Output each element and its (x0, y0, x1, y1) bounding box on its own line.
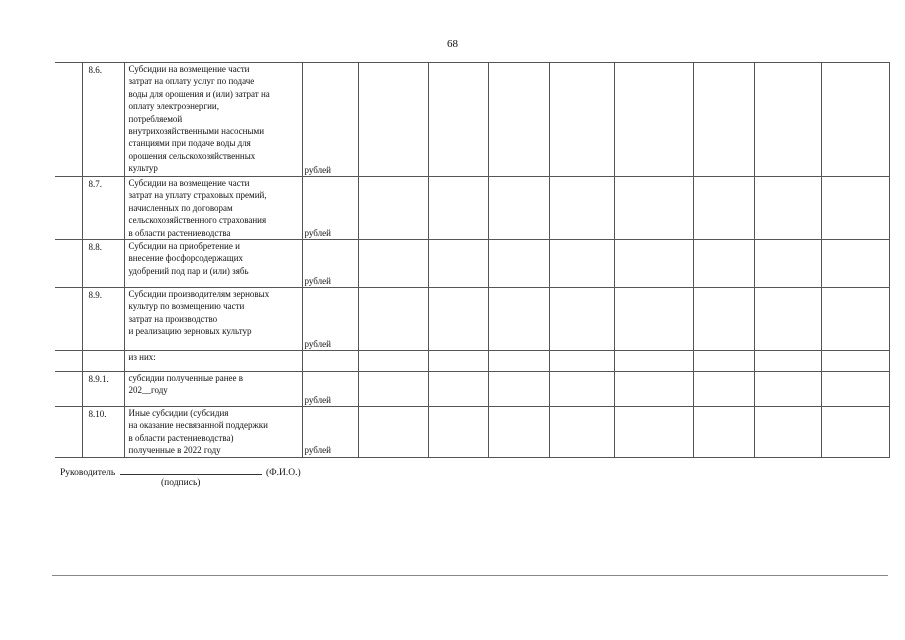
value-cell (614, 407, 693, 458)
row-number: 8.9. (82, 288, 124, 351)
row-description (124, 288, 302, 351)
description-line: сельскохозяйственного страхования (128, 215, 267, 226)
description-line: культур (128, 163, 158, 174)
value-cell (428, 177, 488, 240)
value-cell (821, 177, 889, 240)
value-cell (488, 351, 549, 372)
value-cell (614, 177, 693, 240)
value-cell (358, 288, 428, 351)
value-cell (693, 177, 754, 240)
page-number: 68 (447, 38, 458, 50)
blank-cell (55, 240, 82, 288)
subsidies-table (55, 62, 890, 458)
row-number: 8.8. (82, 240, 124, 288)
value-cell (358, 177, 428, 240)
table-row (55, 63, 889, 177)
signature-hint: (подпись) (161, 478, 201, 488)
value-cell (488, 372, 549, 407)
value-cell (358, 63, 428, 177)
row-description (124, 351, 302, 372)
description-line: Субсидии на возмещение части (128, 64, 250, 74)
value-cell (693, 351, 754, 372)
description-line: в области растениеводства (128, 227, 231, 238)
description-line: 202__году (128, 385, 168, 396)
row-unit: рублей (302, 177, 358, 240)
description-line: Субсидии производителям зерновых (128, 289, 270, 300)
value-cell (821, 372, 889, 407)
row-description (124, 63, 302, 177)
value-cell (428, 372, 488, 407)
table-row (55, 240, 889, 288)
description-line: оплату электроэнергии, (128, 101, 219, 112)
table-row (55, 288, 889, 351)
table-row (55, 351, 889, 372)
value-cell (693, 372, 754, 407)
description-line: Иные субсидии (субсидия (128, 408, 229, 419)
value-cell (754, 288, 821, 351)
value-cell (614, 63, 693, 177)
value-cell (693, 240, 754, 288)
value-cell (549, 351, 614, 372)
signature-label: Руководитель (60, 468, 116, 478)
description-line: станциями при подаче воды для (128, 138, 251, 149)
description-line: орошения сельскохозяйственных (128, 150, 256, 161)
row-number (82, 351, 124, 372)
value-cell (614, 288, 693, 351)
row-number: 8.7. (82, 177, 124, 240)
value-cell (488, 177, 549, 240)
blank-cell (55, 177, 82, 240)
description-line: на оказание несвязанной поддержки (128, 420, 268, 431)
value-cell (821, 351, 889, 372)
row-description (124, 407, 302, 458)
value-cell (754, 240, 821, 288)
description-line: удобрений под пар и (или) зябь (128, 265, 249, 276)
value-cell (549, 407, 614, 458)
value-cell (821, 240, 889, 288)
row-unit: рублей (302, 63, 358, 177)
row-description (124, 177, 302, 240)
row-unit: рублей (302, 240, 358, 288)
value-cell (549, 372, 614, 407)
footer-divider (52, 575, 888, 576)
description-line: субсидии полученные ранее в (128, 373, 244, 384)
blank-cell (55, 372, 82, 407)
row-description (124, 372, 302, 407)
description-line: внутрихозяйственными насосными (128, 126, 265, 137)
value-cell (821, 407, 889, 458)
table-body (55, 63, 889, 458)
description-line: затрат на оплату услуг по подаче (128, 76, 255, 87)
row-unit: рублей (302, 407, 358, 458)
value-cell (488, 63, 549, 177)
blank-cell (55, 288, 82, 351)
value-cell (821, 63, 889, 177)
description-line: потребляемой (128, 113, 183, 124)
value-cell (754, 63, 821, 177)
row-number: 8.9.1. (82, 372, 124, 407)
row-number: 8.6. (82, 63, 124, 177)
description-line: и реализацию зерновых культур (128, 326, 252, 337)
value-cell (693, 288, 754, 351)
description-line: воды для орошения и (или) затрат на (128, 88, 270, 99)
value-cell (488, 288, 549, 351)
value-cell (358, 372, 428, 407)
blank-cell (55, 351, 82, 372)
value-cell (614, 240, 693, 288)
value-cell (821, 288, 889, 351)
description-line: в области растениеводства) (128, 432, 234, 443)
value-cell (428, 63, 488, 177)
table-row (55, 407, 889, 458)
value-cell (693, 407, 754, 458)
description-line: затрат на уплату страховых премий, (128, 190, 267, 201)
value-cell (754, 372, 821, 407)
signature-block (60, 466, 301, 478)
value-cell (549, 240, 614, 288)
description-line: Субсидии на возмещение части (128, 178, 250, 188)
value-cell (614, 351, 693, 372)
value-cell (693, 63, 754, 177)
value-cell (358, 351, 428, 372)
row-unit: рублей (302, 288, 358, 351)
value-cell (428, 351, 488, 372)
table-row (55, 372, 889, 407)
value-cell (428, 240, 488, 288)
value-cell (754, 351, 821, 372)
value-cell (614, 372, 693, 407)
value-cell (358, 240, 428, 288)
description-line: внесение фосфорсодержащих (128, 253, 244, 264)
value-cell (549, 63, 614, 177)
value-cell (488, 240, 549, 288)
description-line: затрат на производство (128, 313, 218, 324)
description-line: из них: (128, 352, 156, 363)
description-line: культур по возмещению части (128, 301, 245, 312)
value-cell (549, 288, 614, 351)
row-description (124, 240, 302, 288)
value-cell (754, 407, 821, 458)
blank-cell (55, 63, 82, 177)
row-unit (302, 351, 358, 372)
value-cell (549, 177, 614, 240)
description-line: начисленных по договорам (128, 202, 233, 213)
value-cell (488, 407, 549, 458)
description-line: Субсидии на приобретение и (128, 241, 240, 252)
value-cell (358, 407, 428, 458)
row-unit: рублей (302, 372, 358, 407)
row-number: 8.10. (82, 407, 124, 458)
value-cell (754, 177, 821, 240)
table-row (55, 177, 889, 240)
blank-cell (55, 407, 82, 458)
signature-line (120, 466, 262, 475)
value-cell (428, 407, 488, 458)
signature-fio: (Ф.И.О.) (265, 468, 301, 478)
value-cell (428, 288, 488, 351)
description-line: полученные в 2022 году (128, 445, 221, 456)
